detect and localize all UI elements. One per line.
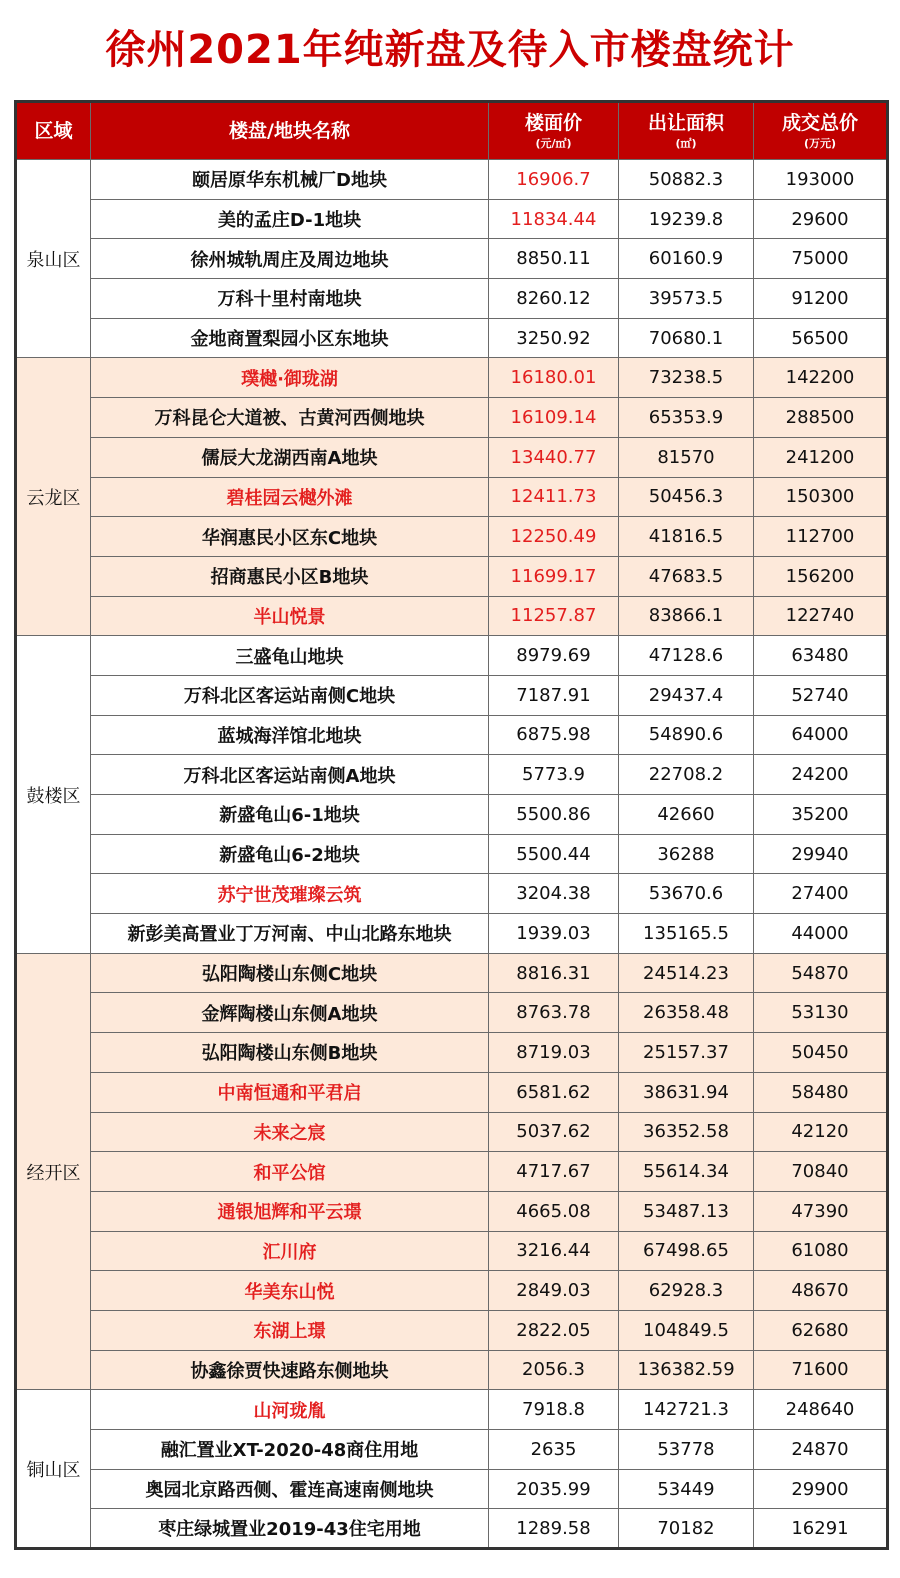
table-row bbox=[16, 1390, 888, 1430]
land-area-cell: 22708.2 bbox=[619, 755, 754, 795]
total-price-cell: 29600 bbox=[754, 199, 888, 239]
floor-price-cell: 5037.62 bbox=[489, 1112, 619, 1152]
total-price-cell: 24200 bbox=[754, 755, 888, 795]
header-region: 区域 bbox=[16, 102, 91, 160]
floor-price-cell: 2056.3 bbox=[489, 1350, 619, 1390]
project-name-cell: 汇川府 bbox=[91, 1231, 489, 1271]
land-area-cell: 39573.5 bbox=[619, 279, 754, 319]
total-price-cell: 52740 bbox=[754, 675, 888, 715]
land-area-cell: 50456.3 bbox=[619, 477, 754, 517]
floor-price-cell: 7918.8 bbox=[489, 1390, 619, 1430]
floor-price-cell: 4717.67 bbox=[489, 1152, 619, 1192]
floor-price-cell: 8816.31 bbox=[489, 953, 619, 993]
project-name-cell: 融汇置业XT-2020-48商住用地 bbox=[91, 1430, 489, 1470]
land-area-cell: 36352.58 bbox=[619, 1112, 754, 1152]
project-name-cell: 碧桂园云樾外滩 bbox=[91, 477, 489, 517]
project-name-cell: 三盛龟山地块 bbox=[91, 636, 489, 676]
total-price-cell: 63480 bbox=[754, 636, 888, 676]
project-name-cell: 璞樾·御珑湖 bbox=[91, 358, 489, 398]
total-price-cell: 54870 bbox=[754, 953, 888, 993]
floor-price-cell: 13440.77 bbox=[489, 437, 619, 477]
land-area-cell: 53670.6 bbox=[619, 874, 754, 914]
land-area-cell: 60160.9 bbox=[619, 239, 754, 279]
table-row bbox=[16, 1509, 888, 1549]
project-name-cell: 新盛龟山6-2地块 bbox=[91, 834, 489, 874]
floor-price-cell: 2635 bbox=[489, 1430, 619, 1470]
floor-price-cell: 6581.62 bbox=[489, 1072, 619, 1112]
project-name-cell: 山河珑胤 bbox=[91, 1390, 489, 1430]
land-area-cell: 142721.3 bbox=[619, 1390, 754, 1430]
land-statistics-table bbox=[14, 100, 889, 1550]
total-price-cell: 112700 bbox=[754, 517, 888, 557]
table-row bbox=[16, 1350, 888, 1390]
floor-price-cell: 2035.99 bbox=[489, 1469, 619, 1509]
table-row bbox=[16, 675, 888, 715]
table-header-row bbox=[16, 102, 888, 160]
project-name-cell: 弘阳陶楼山东侧B地块 bbox=[91, 1033, 489, 1073]
land-area-cell: 47128.6 bbox=[619, 636, 754, 676]
project-name-cell: 枣庄绿城置业2019-43住宅用地 bbox=[91, 1509, 489, 1549]
table-row bbox=[16, 596, 888, 636]
table-row bbox=[16, 1430, 888, 1470]
project-name-cell: 金辉陶楼山东侧A地块 bbox=[91, 993, 489, 1033]
table-row bbox=[16, 358, 888, 398]
project-name-cell: 苏宁世茂璀璨云筑 bbox=[91, 874, 489, 914]
total-price-cell: 193000 bbox=[754, 160, 888, 200]
project-name-cell: 新盛龟山6-1地块 bbox=[91, 795, 489, 835]
total-price-cell: 24870 bbox=[754, 1430, 888, 1470]
project-name-cell: 徐州城轨周庄及周边地块 bbox=[91, 239, 489, 279]
floor-price-cell: 5500.44 bbox=[489, 834, 619, 874]
land-area-cell: 50882.3 bbox=[619, 160, 754, 200]
total-price-cell: 61080 bbox=[754, 1231, 888, 1271]
table-body bbox=[16, 160, 888, 1549]
floor-price-cell: 8260.12 bbox=[489, 279, 619, 319]
table-row bbox=[16, 636, 888, 676]
header-area: 出让面积 (㎡) bbox=[619, 102, 754, 160]
total-price-cell: 150300 bbox=[754, 477, 888, 517]
header-name: 楼盘/地块名称 bbox=[91, 102, 489, 160]
total-price-cell: 29940 bbox=[754, 834, 888, 874]
table-row bbox=[16, 795, 888, 835]
total-price-cell: 241200 bbox=[754, 437, 888, 477]
total-price-cell: 142200 bbox=[754, 358, 888, 398]
region-cell: 铜山区 bbox=[16, 1390, 91, 1549]
project-name-cell: 蓝城海洋馆北地块 bbox=[91, 715, 489, 755]
land-area-cell: 83866.1 bbox=[619, 596, 754, 636]
project-name-cell: 金地商置梨园小区东地块 bbox=[91, 318, 489, 358]
floor-price-cell: 4665.08 bbox=[489, 1191, 619, 1231]
total-price-cell: 71600 bbox=[754, 1350, 888, 1390]
header-total-unit: (万元) bbox=[803, 137, 837, 150]
floor-price-cell: 8850.11 bbox=[489, 239, 619, 279]
land-area-cell: 29437.4 bbox=[619, 675, 754, 715]
project-name-cell: 华美东山悦 bbox=[91, 1271, 489, 1311]
floor-price-cell: 11834.44 bbox=[489, 199, 619, 239]
land-area-cell: 53487.13 bbox=[619, 1191, 754, 1231]
total-price-cell: 27400 bbox=[754, 874, 888, 914]
header-price-unit: (元/㎡) bbox=[535, 137, 572, 150]
land-area-cell: 53449 bbox=[619, 1469, 754, 1509]
table-row bbox=[16, 477, 888, 517]
floor-price-cell: 3250.92 bbox=[489, 318, 619, 358]
table-row bbox=[16, 1112, 888, 1152]
total-price-cell: 58480 bbox=[754, 1072, 888, 1112]
floor-price-cell: 8763.78 bbox=[489, 993, 619, 1033]
land-area-cell: 70680.1 bbox=[619, 318, 754, 358]
total-price-cell: 35200 bbox=[754, 795, 888, 835]
total-price-cell: 48670 bbox=[754, 1271, 888, 1311]
header-area-unit: (㎡) bbox=[675, 137, 697, 150]
table-row bbox=[16, 1072, 888, 1112]
land-area-cell: 38631.94 bbox=[619, 1072, 754, 1112]
project-name-cell: 通银旭辉和平云璟 bbox=[91, 1191, 489, 1231]
total-price-cell: 122740 bbox=[754, 596, 888, 636]
table-row bbox=[16, 398, 888, 438]
floor-price-cell: 16109.14 bbox=[489, 398, 619, 438]
table-row bbox=[16, 318, 888, 358]
project-name-cell: 未来之宸 bbox=[91, 1112, 489, 1152]
project-name-cell: 半山悦景 bbox=[91, 596, 489, 636]
region-cell: 鼓楼区 bbox=[16, 636, 91, 954]
table-row bbox=[16, 874, 888, 914]
floor-price-cell: 3204.38 bbox=[489, 874, 619, 914]
region-cell: 云龙区 bbox=[16, 358, 91, 636]
total-price-cell: 16291 bbox=[754, 1509, 888, 1549]
project-name-cell: 颐居原华东机械厂D地块 bbox=[91, 160, 489, 200]
floor-price-cell: 5500.86 bbox=[489, 795, 619, 835]
floor-price-cell: 12250.49 bbox=[489, 517, 619, 557]
table-row bbox=[16, 517, 888, 557]
land-area-cell: 36288 bbox=[619, 834, 754, 874]
floor-price-cell: 7187.91 bbox=[489, 675, 619, 715]
total-price-cell: 75000 bbox=[754, 239, 888, 279]
total-price-cell: 42120 bbox=[754, 1112, 888, 1152]
table-row bbox=[16, 993, 888, 1033]
floor-price-cell: 16906.7 bbox=[489, 160, 619, 200]
project-name-cell: 奥园北京路西侧、霍连高速南侧地块 bbox=[91, 1469, 489, 1509]
total-price-cell: 156200 bbox=[754, 556, 888, 596]
table-row bbox=[16, 1469, 888, 1509]
header-total: 成交总价 (万元) bbox=[754, 102, 888, 160]
floor-price-cell: 11699.17 bbox=[489, 556, 619, 596]
total-price-cell: 288500 bbox=[754, 398, 888, 438]
project-name-cell: 招商惠民小区B地块 bbox=[91, 556, 489, 596]
table-row bbox=[16, 239, 888, 279]
floor-price-cell: 12411.73 bbox=[489, 477, 619, 517]
table-row bbox=[16, 279, 888, 319]
land-area-cell: 135165.5 bbox=[619, 914, 754, 954]
table-row bbox=[16, 1310, 888, 1350]
table-row bbox=[16, 160, 888, 200]
table-row bbox=[16, 834, 888, 874]
land-area-cell: 62928.3 bbox=[619, 1271, 754, 1311]
project-name-cell: 和平公馆 bbox=[91, 1152, 489, 1192]
project-name-cell: 中南恒通和平君启 bbox=[91, 1072, 489, 1112]
region-cell: 泉山区 bbox=[16, 160, 91, 358]
table-row bbox=[16, 1033, 888, 1073]
total-price-cell: 44000 bbox=[754, 914, 888, 954]
total-price-cell: 53130 bbox=[754, 993, 888, 1033]
floor-price-cell: 2849.03 bbox=[489, 1271, 619, 1311]
table-row bbox=[16, 1191, 888, 1231]
land-area-cell: 65353.9 bbox=[619, 398, 754, 438]
land-area-cell: 54890.6 bbox=[619, 715, 754, 755]
project-name-cell: 儒辰大龙湖西南A地块 bbox=[91, 437, 489, 477]
total-price-cell: 62680 bbox=[754, 1310, 888, 1350]
region-cell: 经开区 bbox=[16, 953, 91, 1390]
total-price-cell: 47390 bbox=[754, 1191, 888, 1231]
table-row bbox=[16, 199, 888, 239]
land-area-cell: 24514.23 bbox=[619, 953, 754, 993]
project-name-cell: 弘阳陶楼山东侧C地块 bbox=[91, 953, 489, 993]
total-price-cell: 91200 bbox=[754, 279, 888, 319]
project-name-cell: 新彭美高置业丁万河南、中山北路东地块 bbox=[91, 914, 489, 954]
project-name-cell: 万科北区客运站南侧C地块 bbox=[91, 675, 489, 715]
floor-price-cell: 8719.03 bbox=[489, 1033, 619, 1073]
land-area-cell: 25157.37 bbox=[619, 1033, 754, 1073]
land-area-cell: 67498.65 bbox=[619, 1231, 754, 1271]
land-area-cell: 55614.34 bbox=[619, 1152, 754, 1192]
floor-price-cell: 11257.87 bbox=[489, 596, 619, 636]
land-area-cell: 26358.48 bbox=[619, 993, 754, 1033]
table-row bbox=[16, 715, 888, 755]
total-price-cell: 248640 bbox=[754, 1390, 888, 1430]
project-name-cell: 协鑫徐贾快速路东侧地块 bbox=[91, 1350, 489, 1390]
floor-price-cell: 1939.03 bbox=[489, 914, 619, 954]
page-title: 徐州2021年纯新盘及待入市楼盘统计 bbox=[105, 27, 795, 73]
table-row bbox=[16, 953, 888, 993]
project-name-cell: 美的孟庄D-1地块 bbox=[91, 199, 489, 239]
floor-price-cell: 8979.69 bbox=[489, 636, 619, 676]
floor-price-cell: 3216.44 bbox=[489, 1231, 619, 1271]
project-name-cell: 万科十里村南地块 bbox=[91, 279, 489, 319]
table-row bbox=[16, 755, 888, 795]
project-name-cell: 万科昆仑大道被、古黄河西侧地块 bbox=[91, 398, 489, 438]
table-row bbox=[16, 1231, 888, 1271]
table-row bbox=[16, 914, 888, 954]
land-area-cell: 19239.8 bbox=[619, 199, 754, 239]
land-area-cell: 73238.5 bbox=[619, 358, 754, 398]
project-name-cell: 东湖上璟 bbox=[91, 1310, 489, 1350]
total-price-cell: 50450 bbox=[754, 1033, 888, 1073]
land-area-cell: 47683.5 bbox=[619, 556, 754, 596]
land-area-cell: 53778 bbox=[619, 1430, 754, 1470]
total-price-cell: 70840 bbox=[754, 1152, 888, 1192]
land-area-cell: 136382.59 bbox=[619, 1350, 754, 1390]
land-area-cell: 41816.5 bbox=[619, 517, 754, 557]
land-area-cell: 104849.5 bbox=[619, 1310, 754, 1350]
table-row bbox=[16, 437, 888, 477]
total-price-cell: 29900 bbox=[754, 1469, 888, 1509]
land-area-cell: 70182 bbox=[619, 1509, 754, 1549]
project-name-cell: 万科北区客运站南侧A地块 bbox=[91, 755, 489, 795]
floor-price-cell: 16180.01 bbox=[489, 358, 619, 398]
table-row bbox=[16, 556, 888, 596]
floor-price-cell: 5773.9 bbox=[489, 755, 619, 795]
header-price: 楼面价 (元/㎡) bbox=[489, 102, 619, 160]
table-row bbox=[16, 1152, 888, 1192]
project-name-cell: 华润惠民小区东C地块 bbox=[91, 517, 489, 557]
floor-price-cell: 2822.05 bbox=[489, 1310, 619, 1350]
floor-price-cell: 1289.58 bbox=[489, 1509, 619, 1549]
table-row bbox=[16, 1271, 888, 1311]
floor-price-cell: 6875.98 bbox=[489, 715, 619, 755]
total-price-cell: 56500 bbox=[754, 318, 888, 358]
total-price-cell: 64000 bbox=[754, 715, 888, 755]
land-area-cell: 42660 bbox=[619, 795, 754, 835]
land-area-cell: 81570 bbox=[619, 437, 754, 477]
